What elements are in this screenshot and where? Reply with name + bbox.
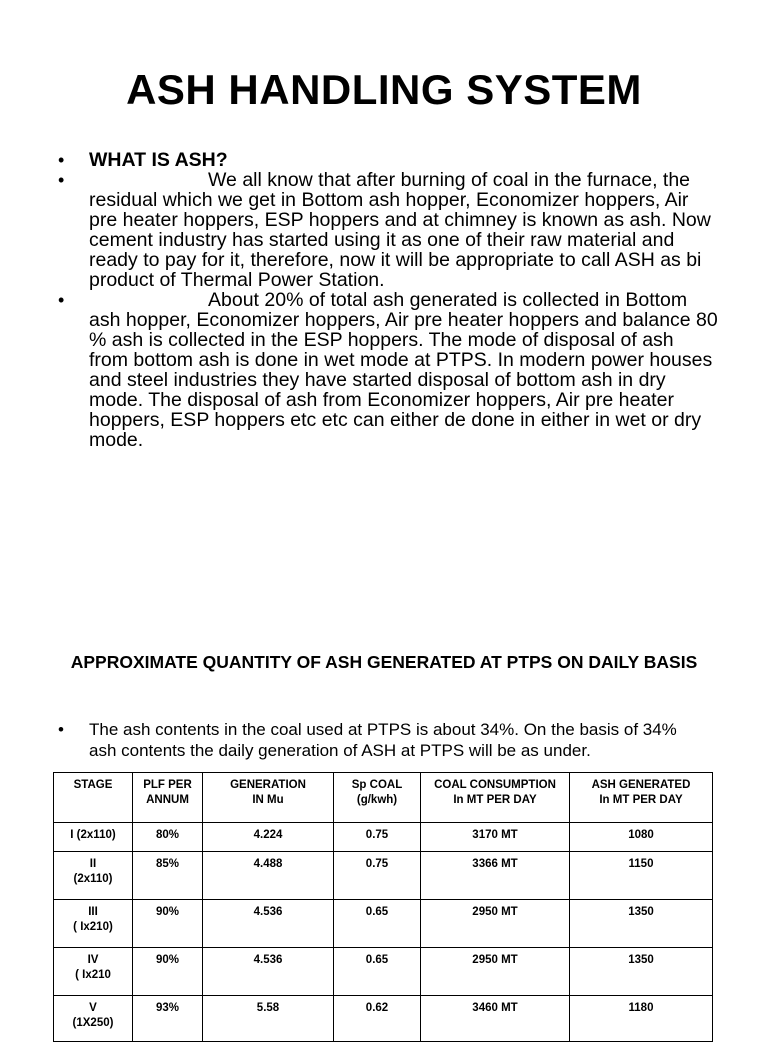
bullet-dot: • [58, 290, 65, 310]
ash-table [53, 772, 713, 1042]
table-row [54, 948, 713, 996]
bullet-list [58, 150, 718, 450]
bullet-heading: WHAT IS ASH? [89, 149, 228, 171]
cell-sp-coal: 0.65 [334, 900, 421, 948]
cell-plf: 90% [133, 900, 203, 948]
bullet-text-content: About 20% of total ash generated is collected in Bottom ash hopper, Economizer hoppers, Air pre heater hoppers and balance 80 % ash is collected in the ESP hoppers. The mode of disposal of ash from bottom ash is done in wet mode at PTPS. In modern power houses and steel industries they have started disposal of bottom ash in dry mode. The disposal of ash from Economizer hoppers, Air pre heater hoppers, ESP hoppers etc etc can either de done in either in wet or dry mode. [89, 289, 718, 451]
cell-ash-generated: 1080 [570, 823, 713, 852]
cell-coal-consumption: 3366 MT [421, 852, 570, 900]
cell-stage: III ( Ix210) [54, 900, 133, 948]
table-row [54, 900, 713, 948]
cell-coal-consumption: 3460 MT [421, 996, 570, 1042]
cell-ash-generated: 1350 [570, 948, 713, 996]
cell-coal-consumption: 2950 MT [421, 948, 570, 996]
cell-coal-consumption: 3170 MT [421, 823, 570, 852]
section-title: APPROXIMATE QUANTITY OF ASH GENERATED AT PTPS ON DAILY BASIS [70, 652, 698, 672]
intro-bullet [58, 719, 698, 761]
page-title: ASH HANDLING SYSTEM [126, 66, 642, 113]
bullet-text [89, 170, 718, 290]
cell-generation: 4.536 [203, 900, 334, 948]
bullet-text-content: We all know that after burning of coal in the furnace, the residual which we get in Bottom ash hopper, Economizer hoppers, Air pre heater hoppers, ESP hoppers and at chimney is known as ash. Now cement industry has started using it as one of their raw material and ready to pay for it, therefore, now it will be appropriate to call ASH as bi product of Thermal Power Station. [89, 169, 711, 291]
cell-generation: 4.488 [203, 852, 334, 900]
cell-sp-coal: 0.75 [334, 823, 421, 852]
cell-plf: 80% [133, 823, 203, 852]
cell-coal-consumption: 2950 MT [421, 900, 570, 948]
header-ash-generated: ASH GENERATED In MT PER DAY [570, 773, 713, 823]
cell-stage: II (2x110) [54, 852, 133, 900]
bullet-item [58, 290, 718, 450]
table-row [54, 823, 713, 852]
header-generation: GENERATION IN Mu [203, 773, 334, 823]
cell-stage: IV ( Ix210 [54, 948, 133, 996]
cell-ash-generated: 1350 [570, 900, 713, 948]
cell-plf: 90% [133, 948, 203, 996]
bullet-item [58, 150, 718, 170]
cell-ash-generated: 1150 [570, 852, 713, 900]
bullet-dot: • [58, 170, 65, 190]
bullet-dot: • [58, 720, 64, 739]
bullet-text [89, 290, 718, 450]
cell-plf: 85% [133, 852, 203, 900]
cell-stage: I (2x110) [54, 823, 133, 852]
cell-ash-generated: 1180 [570, 996, 713, 1042]
cell-stage: V (1X250) [54, 996, 133, 1042]
cell-sp-coal: 0.65 [334, 948, 421, 996]
header-sp-coal: Sp COAL (g/kwh) [334, 773, 421, 823]
cell-sp-coal: 0.62 [334, 996, 421, 1042]
cell-generation: 4.536 [203, 948, 334, 996]
cell-sp-coal: 0.75 [334, 852, 421, 900]
cell-plf: 93% [133, 996, 203, 1042]
intro-text: The ash contents in the coal used at PTPS is about 34%. On the basis of 34% ash contents the daily generation of ASH at PTPS will be as under. [89, 720, 677, 760]
header-stage: STAGE [54, 773, 133, 823]
header-plf: PLF PER ANNUM [133, 773, 203, 823]
cell-generation: 5.58 [203, 996, 334, 1042]
header-coal-consumption: COAL CONSUMPTION In MT PER DAY [421, 773, 570, 823]
table-row [54, 996, 713, 1042]
table-header-row [54, 773, 713, 823]
bullet-dot: • [58, 150, 65, 170]
bullet-item [58, 170, 718, 290]
cell-generation: 4.224 [203, 823, 334, 852]
table-row [54, 852, 713, 900]
